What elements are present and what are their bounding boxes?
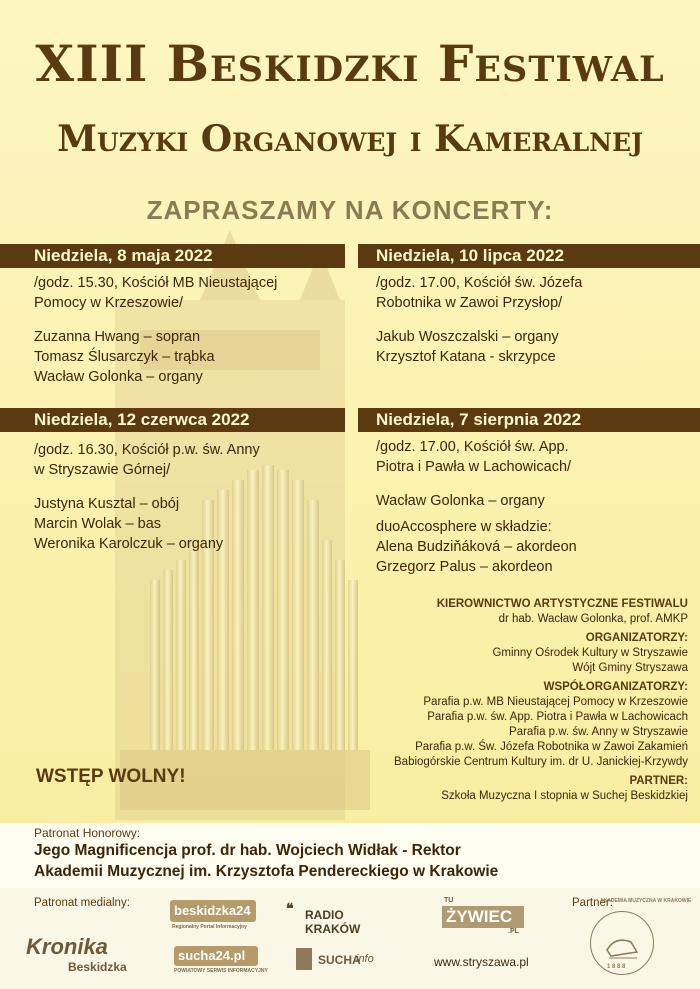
sucha-info-s-icon	[296, 948, 312, 970]
radio-krakow-logo	[305, 908, 360, 936]
coorganizers-heading: WSPÓŁORGANIZATORZY:	[543, 681, 688, 693]
media-footer	[0, 888, 700, 989]
partner-heading: PARTNER:	[629, 775, 688, 787]
sucha24-logo-text: sucha24.pl	[178, 948, 246, 963]
concert-3-details	[34, 440, 260, 554]
tu-zywiec-domain: .PL	[508, 928, 519, 935]
invitation-heading: ZAPRASZAMY NA KONCERTY:	[146, 195, 554, 225]
concert-4-ensemble-member: Alena Budziňáková – akordeon	[376, 539, 577, 555]
concert-3-place-line-2: w Stryszawie Górnej/	[34, 462, 171, 478]
festival-subtitle: Muzyki Organowej i Kameralnej	[57, 118, 643, 160]
tu-zywiec-text: ŻYWIEC	[446, 907, 513, 926]
concert-1-date: Niedziela, 8 maja 2022	[0, 244, 345, 268]
radio-krakow-word1: RADIO	[305, 908, 344, 922]
kronika-logo-word2: Beskidzka	[68, 960, 127, 974]
concert-4-ensemble: duoAccosphere w składzie:	[376, 519, 552, 535]
honorary-patronage	[0, 823, 700, 888]
sucha-info-word2: info	[356, 953, 374, 965]
concert-4-date: Niedziela, 7 sierpnia 2022	[358, 408, 700, 432]
academy-seal-year: 1 8 8 8	[607, 964, 626, 970]
beskidzka24-logo-text: beskidzka24	[174, 903, 251, 918]
sucha-info-word1: SUCHA	[318, 953, 361, 967]
coorganizer: Babiogórskie Centrum Kultury im. dr U. Janickiej-Krzywdy	[394, 756, 688, 768]
partner-name: Szkoła Muzyczna I stopnia w Suchej Beskidzkiej	[441, 790, 688, 802]
concert-2-details	[376, 273, 582, 367]
website-link[interactable]: www.stryszawa.pl	[434, 955, 529, 969]
concert-3-place-line-1: /godz. 16.30, Kościół p.w. św. Anny	[34, 442, 260, 458]
concert-3-performer: Weronika Karolczuk – organy	[34, 536, 224, 552]
concert-4-place-line-2: Piotra i Pawła w Lachowicach/	[376, 459, 572, 475]
concert-1-details	[34, 273, 277, 387]
partner-label: Partner:	[572, 897, 613, 909]
concert-2-performer: Jakub Woszczalski – organy	[376, 329, 559, 345]
concert-3-performer: Marcin Wolak – bas	[34, 516, 162, 532]
organizers-heading: ORGANIZATORZY:	[585, 632, 688, 644]
concert-2-place-line-2: Robotnika w Zawoi Przysłop/	[376, 295, 563, 311]
concert-4-place-line-1: /godz. 17.00, Kościół św. App.	[376, 439, 569, 455]
concert-3-date: Niedziela, 12 czerwca 2022	[0, 408, 345, 432]
patron-line-1: Jego Magnificencja prof. dr hab. Wojciech Widłak - Rektor	[34, 842, 461, 859]
radio-krakow-word2: KRAKÓW	[305, 922, 361, 936]
concert-2-date: Niedziela, 10 lipca 2022	[358, 244, 700, 268]
concert-1-place-line-2: Pomocy w Krzeszowie/	[34, 295, 184, 311]
coorganizer: Parafia p.w. św. Anny w Stryszawie	[509, 726, 688, 738]
kronika-logo-word1: Kronika	[26, 934, 108, 959]
concert-1-place-line-1: /godz. 15.30, Kościół MB Nieustającej	[34, 275, 278, 291]
concert-2-performer: Krzysztof Katana - skrzypce	[376, 349, 556, 365]
concert-3-performer: Justyna Kusztal – obój	[34, 496, 180, 512]
concert-4-performer: Wacław Golonka – organy	[376, 493, 545, 509]
concert-4-ensemble-member: Grzegorz Palus – akordeon	[376, 559, 553, 575]
concert-1-performer: Tomasz Ślusarczyk – trąbka	[34, 349, 215, 365]
radio-krakow-quote-icon: ❝	[286, 900, 294, 916]
coorganizer: Parafia p.w. św. App. Piotra i Pawła w Lachowicach	[427, 711, 688, 723]
beskidzka24-tagline: Regionalny Portal Informacyjny	[172, 924, 248, 930]
patronage-label: Patronat Honorowy:	[34, 826, 141, 840]
artistic-direction-heading: KIEROWNICTWO ARTYSTYCZNE FESTIWALU	[436, 598, 688, 610]
festival-title: XIII Beskidzki Festiwal	[35, 34, 665, 93]
coorganizer: Parafia p.w. Św. Józefa Robotnika w Zawoi Zakamień	[415, 741, 688, 753]
media-patronage-label: Patronat medialny:	[34, 897, 130, 909]
concert-1-performer: Zuzanna Hwang – sopran	[34, 329, 201, 345]
concert-4-details	[376, 437, 577, 577]
coorganizer: Parafia p.w. MB Nieustającej Pomocy w Krzeszowie	[423, 696, 688, 708]
patron-line-2: Akademii Muzycznej im. Krzysztofa Pendereckiego w Krakowie	[34, 863, 499, 880]
tu-zywiec-prefix: TU	[444, 897, 454, 904]
concert-1-performer: Wacław Golonka – organy	[34, 369, 203, 385]
free-entry-notice: WSTĘP WOLNY!	[36, 766, 186, 787]
organizer: Gminny Ośrodek Kultury w Stryszawie	[492, 647, 688, 659]
concert-2-place-line-1: /godz. 17.00, Kościół św. Józefa	[376, 275, 583, 291]
credits	[394, 597, 688, 804]
organizer: Wójt Gminy Stryszawa	[572, 662, 688, 674]
artistic-director: dr hab. Wacław Golonka, prof. AMKP	[498, 613, 688, 625]
academy-seal-ring-text: AKADEMIA MUZYCZNA W KRAKOWIE	[600, 898, 692, 904]
sucha24-tagline: POWIATOWY SERWIS INFORMACYJNY	[174, 968, 268, 974]
